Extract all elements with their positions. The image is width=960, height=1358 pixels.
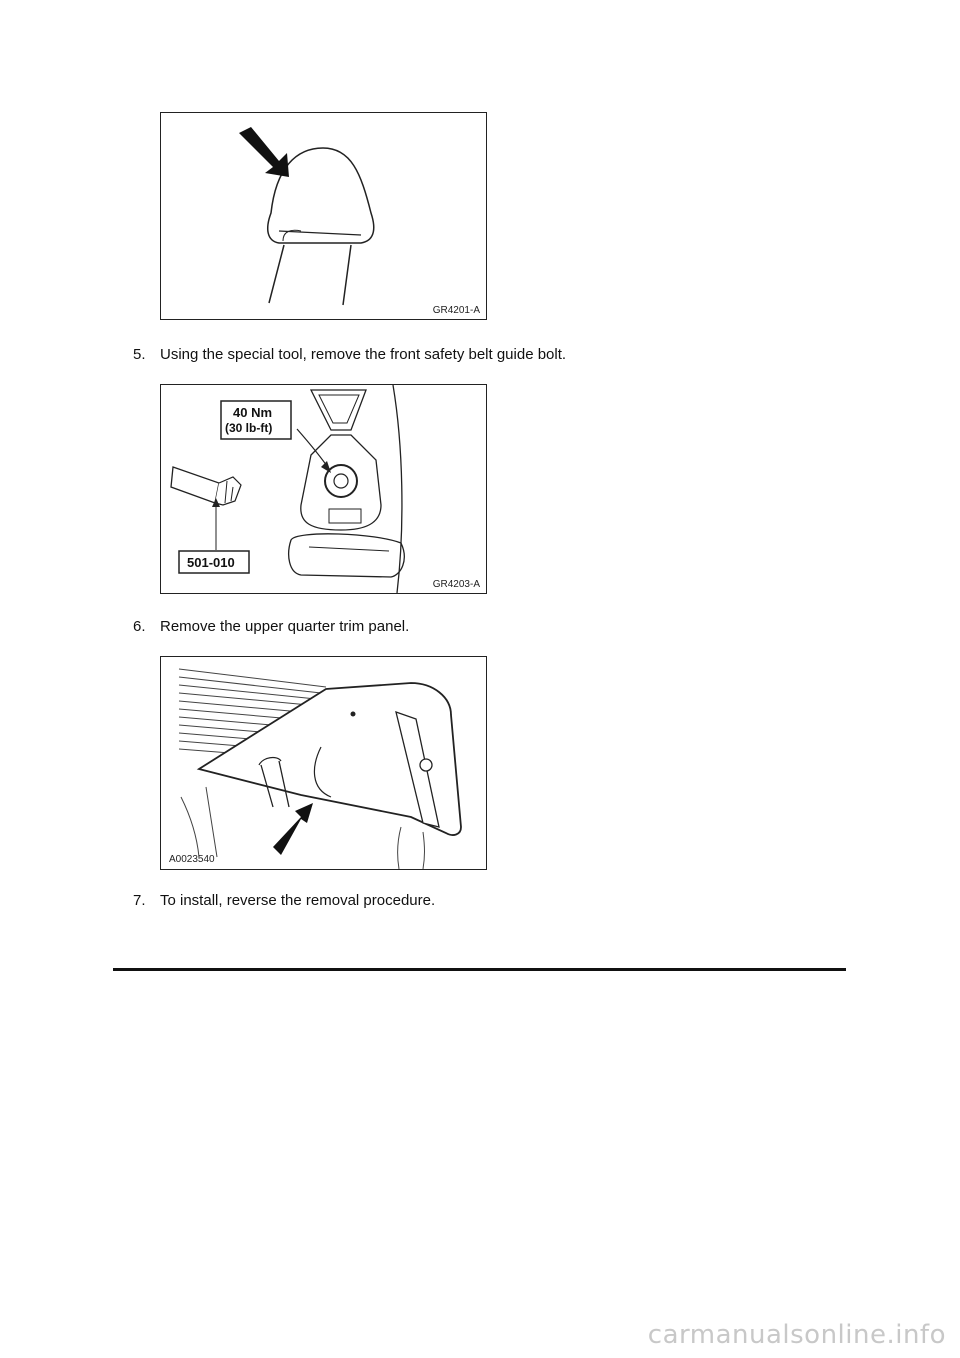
step-text: Remove the upper quarter trim panel. (160, 618, 410, 635)
tool-number: 501-010 (187, 555, 235, 570)
figure-upper-quarter-trim-panel (160, 656, 487, 870)
pointer-arrow-icon (273, 803, 313, 855)
step-5 (133, 346, 566, 364)
torque-value-metric: 40 Nm (233, 405, 273, 420)
figure-code: GR4201-A (432, 305, 480, 316)
pointer-arrow-icon (239, 127, 289, 177)
special-tool-icon (171, 467, 241, 505)
figure-code: A0023540 (169, 854, 215, 865)
step-number: 7. (133, 892, 146, 909)
step-text: To install, reverse the removal procedure. (160, 892, 436, 909)
step-7 (133, 892, 435, 910)
step-6 (133, 618, 409, 636)
figure-seat-belt-guide-cover (160, 112, 487, 320)
torque-value-imperial: (30 lb-ft) (225, 421, 273, 435)
step-number: 5. (133, 346, 146, 363)
step-text: Using the special tool, remove the front safety belt guide bolt. (160, 346, 567, 363)
section-divider (113, 968, 846, 971)
watermark: carmanualsonline.info (647, 1320, 946, 1350)
belt-guide-cover-illustration (161, 113, 486, 319)
quarter-trim-panel-illustration (161, 657, 486, 869)
figure-code: GR4203-A (432, 579, 480, 590)
figure-guide-bolt-removal (160, 384, 487, 594)
step-number: 6. (133, 618, 146, 635)
